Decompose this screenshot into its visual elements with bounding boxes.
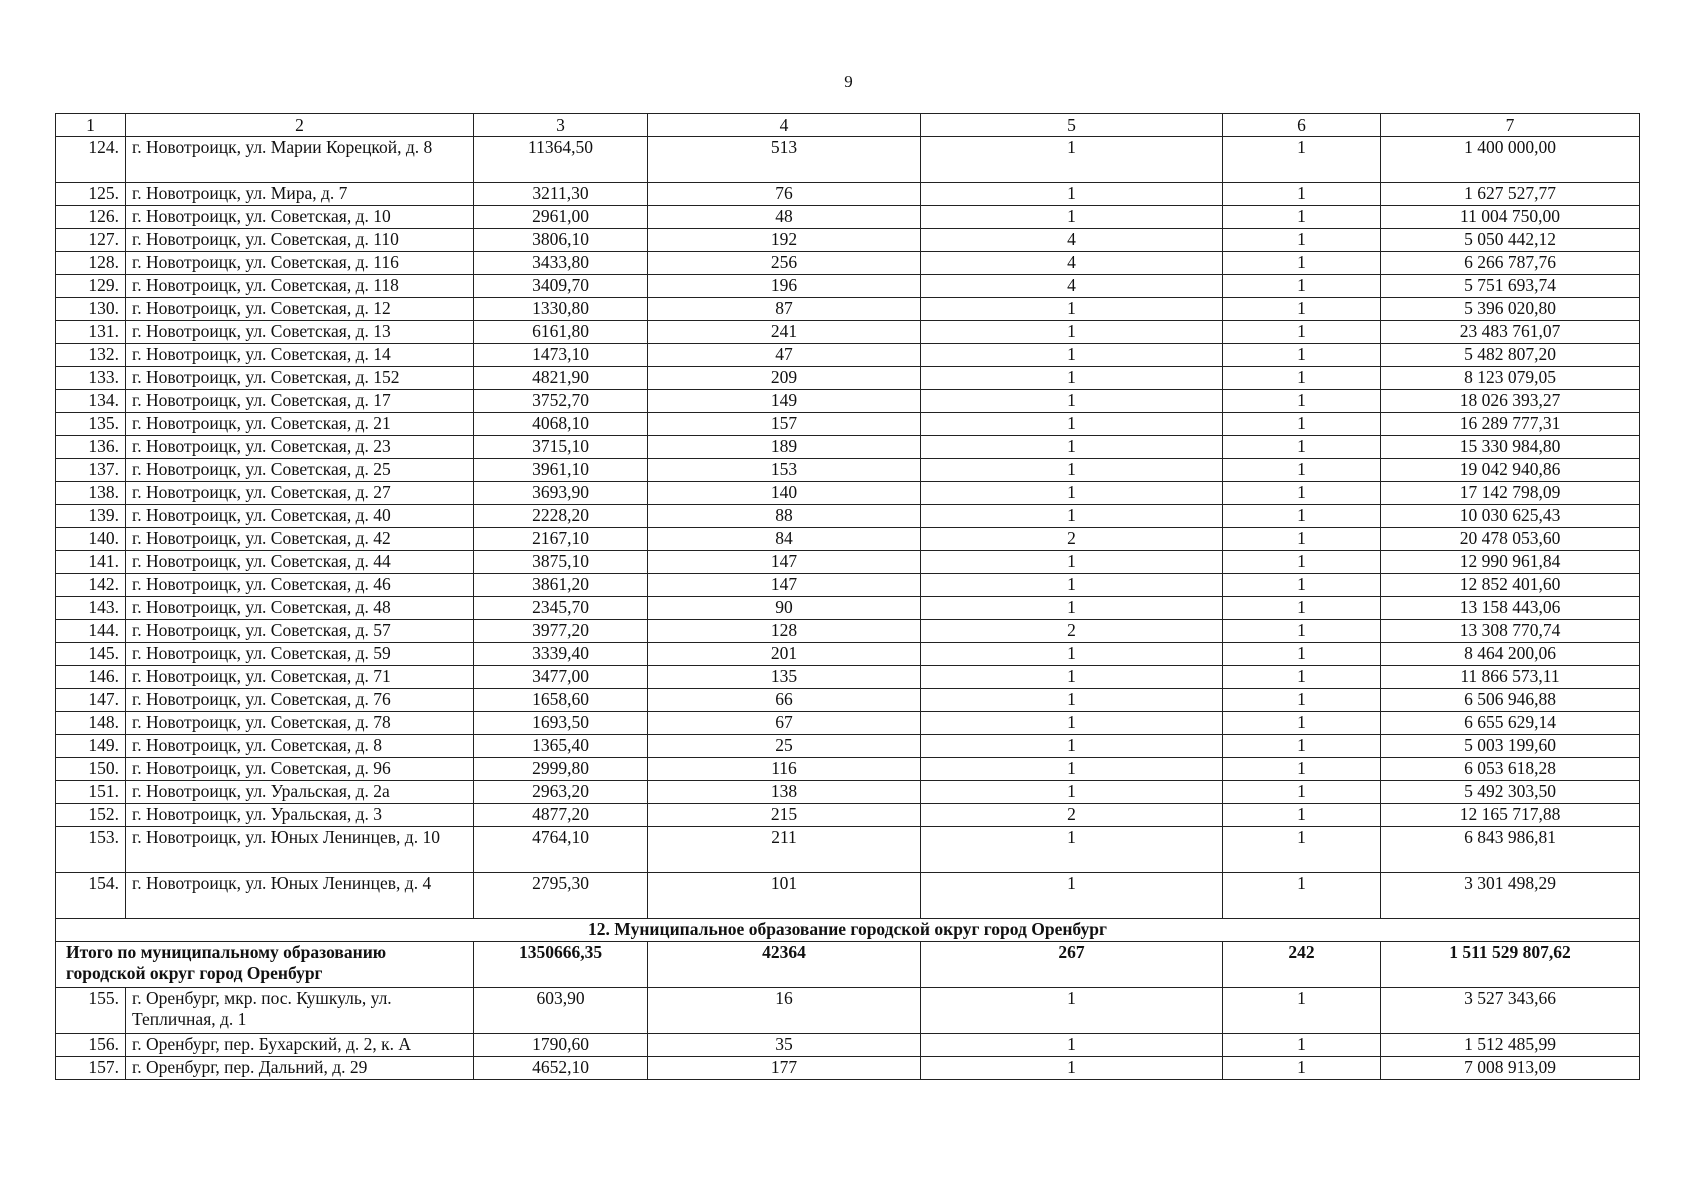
area-cell: 2795,30 [474, 873, 648, 919]
address-cell: г. Новотроицк, ул. Советская, д. 110 [126, 229, 474, 252]
residents-cell: 66 [648, 689, 921, 712]
cost-cell: 17 142 798,09 [1381, 482, 1640, 505]
address-cell: г. Новотроицк, ул. Советская, д. 59 [126, 643, 474, 666]
cost-cell: 5 050 442,12 [1381, 229, 1640, 252]
area-cell: 4877,20 [474, 804, 648, 827]
work-count-cell: 1 [921, 781, 1223, 804]
house-count-cell: 1 [1223, 689, 1381, 712]
address-cell: г. Новотроицк, ул. Советская, д. 152 [126, 367, 474, 390]
address-cell: г. Новотроицк, ул. Уральская, д. 2а [126, 781, 474, 804]
area-cell: 2963,20 [474, 781, 648, 804]
house-count-cell: 1 [1223, 620, 1381, 643]
total-area-cell: 1350666,35 [474, 942, 648, 988]
residents-cell: 209 [648, 367, 921, 390]
row-number-cell: 150. [56, 758, 126, 781]
residents-cell: 147 [648, 574, 921, 597]
cost-cell: 6 843 986,81 [1381, 827, 1640, 873]
row-number-cell: 136. [56, 436, 126, 459]
area-cell: 3477,00 [474, 666, 648, 689]
page-number: 9 [844, 72, 853, 91]
work-count-cell: 1 [921, 551, 1223, 574]
work-count-cell: 1 [921, 712, 1223, 735]
address-cell: г. Новотроицк, ул. Советская, д. 96 [126, 758, 474, 781]
table-row [56, 459, 1640, 482]
house-count-cell: 1 [1223, 344, 1381, 367]
residents-cell: 25 [648, 735, 921, 758]
row-number-cell: 133. [56, 367, 126, 390]
header-cell: 5 [921, 114, 1223, 137]
work-count-cell: 1 [921, 459, 1223, 482]
total-row [56, 942, 1640, 988]
house-count-cell: 1 [1223, 137, 1381, 183]
area-cell: 4068,10 [474, 413, 648, 436]
row-number-cell: 127. [56, 229, 126, 252]
table-row [56, 643, 1640, 666]
residents-cell: 48 [648, 206, 921, 229]
row-number-cell: 129. [56, 275, 126, 298]
address-cell: г. Новотроицк, ул. Советская, д. 10 [126, 206, 474, 229]
house-count-cell: 1 [1223, 413, 1381, 436]
address-cell: г. Новотроицк, ул. Советская, д. 46 [126, 574, 474, 597]
house-count-cell: 1 [1223, 367, 1381, 390]
address-cell: г. Новотроицк, ул. Советская, д. 12 [126, 298, 474, 321]
row-number-cell: 153. [56, 827, 126, 873]
table-row [56, 298, 1640, 321]
section-title: 12. Муниципальное образование городской округ город Оренбург [56, 919, 1640, 942]
row-number-cell: 147. [56, 689, 126, 712]
cost-cell: 6 053 618,28 [1381, 758, 1640, 781]
work-count-cell: 4 [921, 252, 1223, 275]
row-number-cell: 134. [56, 390, 126, 413]
work-count-cell: 1 [921, 137, 1223, 183]
row-number-cell: 139. [56, 505, 126, 528]
address-cell: г. Оренбург, пер. Дальний, д. 29 [126, 1057, 474, 1080]
work-count-cell: 1 [921, 206, 1223, 229]
residents-cell: 192 [648, 229, 921, 252]
table-row [56, 873, 1640, 919]
house-count-cell: 1 [1223, 804, 1381, 827]
residents-cell: 256 [648, 252, 921, 275]
work-count-cell: 1 [921, 367, 1223, 390]
cost-cell: 13 308 770,74 [1381, 620, 1640, 643]
work-count-cell: 4 [921, 229, 1223, 252]
row-number-cell: 137. [56, 459, 126, 482]
table-row [56, 390, 1640, 413]
row-number-cell: 156. [56, 1034, 126, 1057]
house-count-cell: 1 [1223, 735, 1381, 758]
residents-cell: 87 [648, 298, 921, 321]
cost-cell: 3 301 498,29 [1381, 873, 1640, 919]
house-count-cell: 1 [1223, 505, 1381, 528]
work-count-cell: 1 [921, 482, 1223, 505]
area-cell: 3693,90 [474, 482, 648, 505]
work-count-cell: 1 [921, 643, 1223, 666]
table-row [56, 574, 1640, 597]
area-cell: 4764,10 [474, 827, 648, 873]
table-row [56, 735, 1640, 758]
area-cell: 2999,80 [474, 758, 648, 781]
header-cell: 3 [474, 114, 648, 137]
residents-cell: 88 [648, 505, 921, 528]
work-count-cell: 1 [921, 735, 1223, 758]
area-cell: 3977,20 [474, 620, 648, 643]
cost-cell: 11 866 573,11 [1381, 666, 1640, 689]
address-cell: г. Новотроицк, ул. Советская, д. 76 [126, 689, 474, 712]
work-count-cell: 1 [921, 344, 1223, 367]
cost-cell: 5 396 020,80 [1381, 298, 1640, 321]
house-count-cell: 1 [1223, 321, 1381, 344]
table-row [56, 1057, 1640, 1080]
area-cell: 11364,50 [474, 137, 648, 183]
address-cell: г. Новотроицк, ул. Советская, д. 48 [126, 597, 474, 620]
area-cell: 1790,60 [474, 1034, 648, 1057]
cost-cell: 1 400 000,00 [1381, 137, 1640, 183]
row-number-cell: 152. [56, 804, 126, 827]
residents-cell: 76 [648, 183, 921, 206]
residents-cell: 135 [648, 666, 921, 689]
work-count-cell: 1 [921, 827, 1223, 873]
area-cell: 3806,10 [474, 229, 648, 252]
residents-cell: 149 [648, 390, 921, 413]
row-number-cell: 145. [56, 643, 126, 666]
work-count-cell: 2 [921, 804, 1223, 827]
house-count-cell: 1 [1223, 988, 1381, 1034]
cost-cell: 11 004 750,00 [1381, 206, 1640, 229]
row-number-cell: 142. [56, 574, 126, 597]
house-count-cell: 1 [1223, 298, 1381, 321]
address-cell: г. Новотроицк, ул. Советская, д. 25 [126, 459, 474, 482]
residents-cell: 196 [648, 275, 921, 298]
address-cell: г. Оренбург, мкр. пос. Кушкуль, ул. Тепличная, д. 1 [126, 988, 474, 1034]
work-count-cell: 2 [921, 528, 1223, 551]
cost-cell: 8 464 200,06 [1381, 643, 1640, 666]
row-number-cell: 135. [56, 413, 126, 436]
header-cell: 4 [648, 114, 921, 137]
table-row [56, 229, 1640, 252]
row-number-cell: 149. [56, 735, 126, 758]
residents-cell: 138 [648, 781, 921, 804]
address-cell: г. Новотроицк, ул. Советская, д. 17 [126, 390, 474, 413]
residents-cell: 67 [648, 712, 921, 735]
residents-cell: 201 [648, 643, 921, 666]
address-cell: г. Новотроицк, ул. Уральская, д. 3 [126, 804, 474, 827]
address-cell: г. Новотроицк, ул. Советская, д. 8 [126, 735, 474, 758]
house-count-cell: 1 [1223, 758, 1381, 781]
residents-cell: 35 [648, 1034, 921, 1057]
cost-cell: 6 655 629,14 [1381, 712, 1640, 735]
table-row [56, 689, 1640, 712]
address-cell: г. Новотроицк, ул. Мира, д. 7 [126, 183, 474, 206]
address-cell: г. Новотроицк, ул. Советская, д. 78 [126, 712, 474, 735]
table-row [56, 482, 1640, 505]
area-cell: 3875,10 [474, 551, 648, 574]
section-row [56, 919, 1640, 942]
work-count-cell: 1 [921, 505, 1223, 528]
area-cell: 1693,50 [474, 712, 648, 735]
residents-cell: 157 [648, 413, 921, 436]
area-cell: 2167,10 [474, 528, 648, 551]
area-cell: 3752,70 [474, 390, 648, 413]
table-row [56, 183, 1640, 206]
house-count-cell: 1 [1223, 206, 1381, 229]
table-row [56, 344, 1640, 367]
cost-cell: 20 478 053,60 [1381, 528, 1640, 551]
header-row [56, 114, 1640, 137]
house-count-cell: 1 [1223, 275, 1381, 298]
header-cell: 2 [126, 114, 474, 137]
residents-cell: 211 [648, 827, 921, 873]
area-cell: 4652,10 [474, 1057, 648, 1080]
residents-cell: 147 [648, 551, 921, 574]
cost-cell: 12 990 961,84 [1381, 551, 1640, 574]
table-row [56, 436, 1640, 459]
residents-cell: 215 [648, 804, 921, 827]
work-count-cell: 1 [921, 183, 1223, 206]
work-count-cell: 1 [921, 1057, 1223, 1080]
header-cell: 1 [56, 114, 126, 137]
row-number-cell: 140. [56, 528, 126, 551]
house-count-cell: 1 [1223, 643, 1381, 666]
cost-cell: 10 030 625,43 [1381, 505, 1640, 528]
table-row [56, 712, 1640, 735]
row-number-cell: 141. [56, 551, 126, 574]
work-count-cell: 1 [921, 1034, 1223, 1057]
area-cell: 3211,30 [474, 183, 648, 206]
table-row [56, 505, 1640, 528]
area-cell: 6161,80 [474, 321, 648, 344]
house-count-cell: 1 [1223, 666, 1381, 689]
table-row [56, 551, 1640, 574]
house-count-cell: 1 [1223, 229, 1381, 252]
residents-cell: 90 [648, 597, 921, 620]
table-row [56, 804, 1640, 827]
table-row [56, 367, 1640, 390]
area-cell: 3861,20 [474, 574, 648, 597]
house-count-cell: 1 [1223, 712, 1381, 735]
work-count-cell: 1 [921, 574, 1223, 597]
cost-cell: 16 289 777,31 [1381, 413, 1640, 436]
cost-cell: 6 506 946,88 [1381, 689, 1640, 712]
house-count-cell: 1 [1223, 873, 1381, 919]
cost-cell: 13 158 443,06 [1381, 597, 1640, 620]
row-number-cell: 128. [56, 252, 126, 275]
house-count-cell: 1 [1223, 1034, 1381, 1057]
residents-cell: 140 [648, 482, 921, 505]
cost-cell: 23 483 761,07 [1381, 321, 1640, 344]
work-count-cell: 1 [921, 597, 1223, 620]
residents-cell: 101 [648, 873, 921, 919]
row-number-cell: 138. [56, 482, 126, 505]
address-cell: г. Новотроицк, ул. Советская, д. 44 [126, 551, 474, 574]
address-cell: г. Новотроицк, ул. Советская, д. 23 [126, 436, 474, 459]
row-number-cell: 154. [56, 873, 126, 919]
residents-cell: 189 [648, 436, 921, 459]
work-count-cell: 1 [921, 689, 1223, 712]
house-count-cell: 1 [1223, 1057, 1381, 1080]
table-row [56, 321, 1640, 344]
residents-cell: 116 [648, 758, 921, 781]
residents-cell: 241 [648, 321, 921, 344]
work-count-cell: 1 [921, 390, 1223, 413]
house-count-cell: 1 [1223, 252, 1381, 275]
work-count-cell: 1 [921, 321, 1223, 344]
residents-cell: 513 [648, 137, 921, 183]
work-count-cell: 4 [921, 275, 1223, 298]
housing-table [55, 113, 1640, 1080]
house-count-cell: 1 [1223, 827, 1381, 873]
cost-cell: 5 492 303,50 [1381, 781, 1640, 804]
residents-cell: 177 [648, 1057, 921, 1080]
address-cell: г. Новотроицк, ул. Марии Корецкой, д. 8 [126, 137, 474, 183]
house-count-cell: 1 [1223, 390, 1381, 413]
work-count-cell: 1 [921, 758, 1223, 781]
header-cell: 7 [1381, 114, 1640, 137]
table-row [56, 206, 1640, 229]
total-label: Итого по муниципальному образованию городской округ город Оренбург [56, 942, 474, 988]
address-cell: г. Новотроицк, ул. Советская, д. 14 [126, 344, 474, 367]
row-number-cell: 126. [56, 206, 126, 229]
cost-cell: 3 527 343,66 [1381, 988, 1640, 1034]
row-number-cell: 124. [56, 137, 126, 183]
work-count-cell: 1 [921, 298, 1223, 321]
address-cell: г. Новотроицк, ул. Советская, д. 27 [126, 482, 474, 505]
row-number-cell: 144. [56, 620, 126, 643]
row-number-cell: 130. [56, 298, 126, 321]
house-count-cell: 1 [1223, 781, 1381, 804]
cost-cell: 5 751 693,74 [1381, 275, 1640, 298]
row-number-cell: 146. [56, 666, 126, 689]
total-house-count-cell: 242 [1223, 942, 1381, 988]
area-cell: 1658,60 [474, 689, 648, 712]
total-work-count-cell: 267 [921, 942, 1223, 988]
work-count-cell: 1 [921, 873, 1223, 919]
table-row [56, 137, 1640, 183]
residents-cell: 84 [648, 528, 921, 551]
cost-cell: 18 026 393,27 [1381, 390, 1640, 413]
area-cell: 603,90 [474, 988, 648, 1034]
area-cell: 1330,80 [474, 298, 648, 321]
house-count-cell: 1 [1223, 436, 1381, 459]
row-number-cell: 125. [56, 183, 126, 206]
address-cell: г. Новотроицк, ул. Юных Ленинцев, д. 10 [126, 827, 474, 873]
residents-cell: 128 [648, 620, 921, 643]
cost-cell: 7 008 913,09 [1381, 1057, 1640, 1080]
cost-cell: 1 512 485,99 [1381, 1034, 1640, 1057]
table-row [56, 781, 1640, 804]
row-number-cell: 131. [56, 321, 126, 344]
area-cell: 2961,00 [474, 206, 648, 229]
cost-cell: 15 330 984,80 [1381, 436, 1640, 459]
address-cell: г. Новотроицк, ул. Юных Ленинцев, д. 4 [126, 873, 474, 919]
address-cell: г. Новотроицк, ул. Советская, д. 57 [126, 620, 474, 643]
area-cell: 3715,10 [474, 436, 648, 459]
header-cell: 6 [1223, 114, 1381, 137]
house-count-cell: 1 [1223, 597, 1381, 620]
row-number-cell: 143. [56, 597, 126, 620]
table-row [56, 597, 1640, 620]
table-row [56, 988, 1640, 1034]
area-cell: 2228,20 [474, 505, 648, 528]
address-cell: г. Оренбург, пер. Бухарский, д. 2, к. А [126, 1034, 474, 1057]
cost-cell: 12 852 401,60 [1381, 574, 1640, 597]
row-number-cell: 148. [56, 712, 126, 735]
house-count-cell: 1 [1223, 459, 1381, 482]
table-row [56, 758, 1640, 781]
work-count-cell: 1 [921, 413, 1223, 436]
area-cell: 3339,40 [474, 643, 648, 666]
table-row [56, 666, 1640, 689]
house-count-cell: 1 [1223, 551, 1381, 574]
area-cell: 1473,10 [474, 344, 648, 367]
house-count-cell: 1 [1223, 482, 1381, 505]
table-row [56, 252, 1640, 275]
cost-cell: 19 042 940,86 [1381, 459, 1640, 482]
area-cell: 4821,90 [474, 367, 648, 390]
cost-cell: 1 627 527,77 [1381, 183, 1640, 206]
table-row [56, 827, 1640, 873]
house-count-cell: 1 [1223, 528, 1381, 551]
area-cell: 1365,40 [474, 735, 648, 758]
work-count-cell: 1 [921, 436, 1223, 459]
work-count-cell: 2 [921, 620, 1223, 643]
area-cell: 3961,10 [474, 459, 648, 482]
work-count-cell: 1 [921, 666, 1223, 689]
table-row [56, 1034, 1640, 1057]
house-count-cell: 1 [1223, 183, 1381, 206]
address-cell: г. Новотроицк, ул. Советская, д. 21 [126, 413, 474, 436]
address-cell: г. Новотроицк, ул. Советская, д. 42 [126, 528, 474, 551]
address-cell: г. Новотроицк, ул. Советская, д. 13 [126, 321, 474, 344]
table-row [56, 413, 1640, 436]
row-number-cell: 155. [56, 988, 126, 1034]
cost-cell: 12 165 717,88 [1381, 804, 1640, 827]
row-number-cell: 157. [56, 1057, 126, 1080]
cost-cell: 5 482 807,20 [1381, 344, 1640, 367]
address-cell: г. Новотроицк, ул. Советская, д. 40 [126, 505, 474, 528]
residents-cell: 47 [648, 344, 921, 367]
work-count-cell: 1 [921, 988, 1223, 1034]
residents-cell: 16 [648, 988, 921, 1034]
area-cell: 2345,70 [474, 597, 648, 620]
total-cost-cell: 1 511 529 807,62 [1381, 942, 1640, 988]
house-count-cell: 1 [1223, 574, 1381, 597]
area-cell: 3409,70 [474, 275, 648, 298]
address-cell: г. Новотроицк, ул. Советская, д. 116 [126, 252, 474, 275]
cost-cell: 5 003 199,60 [1381, 735, 1640, 758]
total-residents-cell: 42364 [648, 942, 921, 988]
row-number-cell: 151. [56, 781, 126, 804]
table-row [56, 275, 1640, 298]
area-cell: 3433,80 [474, 252, 648, 275]
row-number-cell: 132. [56, 344, 126, 367]
table-row [56, 528, 1640, 551]
address-cell: г. Новотроицк, ул. Советская, д. 71 [126, 666, 474, 689]
residents-cell: 153 [648, 459, 921, 482]
cost-cell: 6 266 787,76 [1381, 252, 1640, 275]
cost-cell: 8 123 079,05 [1381, 367, 1640, 390]
address-cell: г. Новотроицк, ул. Советская, д. 118 [126, 275, 474, 298]
table-row [56, 620, 1640, 643]
